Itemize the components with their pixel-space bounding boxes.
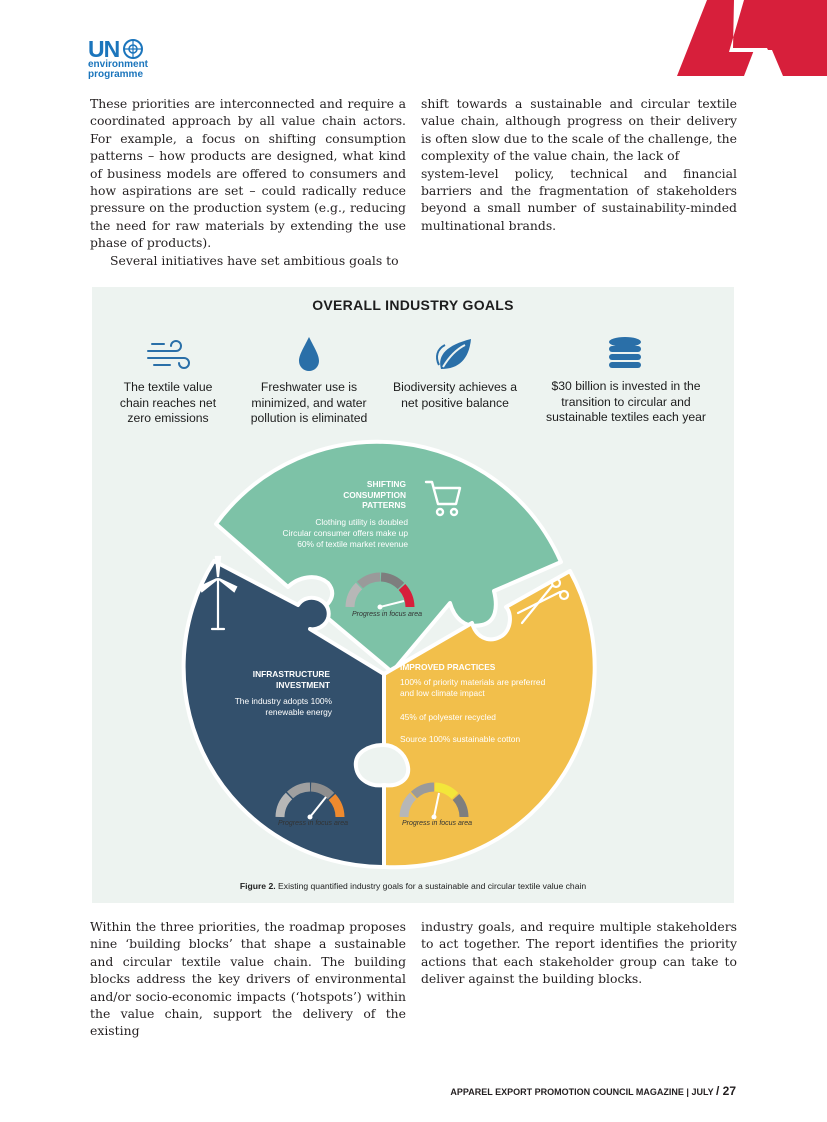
- infrastructure-goals: [208, 696, 332, 718]
- footer-text: APPAREL EXPORT PROMOTION COUNCIL MAGAZINE | JULY: [450, 1087, 716, 1097]
- goal-line: and low climate impact: [400, 688, 485, 698]
- un-environment-logo: [88, 38, 158, 82]
- goal-line: Source 100% sustainable cotton: [400, 734, 521, 744]
- goal-line: 100% of priority materials are preferred: [400, 677, 546, 687]
- un-emblem-icon: [122, 38, 144, 60]
- heading-line: CONSUMPTION: [343, 489, 406, 500]
- practices-progress-label: Progress in focus area: [401, 820, 473, 827]
- paragraph: Within the three priorities, the roadmap proposes nine ‘building blocks’ that shape a sustainable and circular textile value chain. The building blocks address the key drivers of environmental and/or socio-economic impacts (‘hotspots’) within the value chain, support the delivery of the existing: [90, 919, 406, 1039]
- page-footer: [450, 1084, 736, 1098]
- consumption-heading: [312, 479, 406, 511]
- paragraph: These priorities are interconnected and require a coordinated approach by all value chain actors. For example, a focus on shifting consumption patterns – how products are designed, what kind of business models are offered to consumers and how aspirations are set – could radically reduce pressure on the production system (e.g., reducing the need for raw materials by extending the use phase of products).: [90, 96, 406, 251]
- goal-line: renewable energy: [265, 707, 332, 717]
- infrastructure-heading: [232, 669, 330, 690]
- consumption-progress-label: Progress in focus area: [351, 611, 423, 618]
- puzzle-pie-diagram: [92, 287, 734, 903]
- heading-line: SHIFTING: [366, 479, 406, 489]
- corner-letter-a-graphic: [677, 0, 827, 76]
- heading-line: INVESTMENT: [276, 679, 330, 690]
- consumption-goals: [242, 517, 408, 550]
- industry-goals-figure: [92, 287, 734, 903]
- logo-main-text: UN: [88, 36, 120, 62]
- goal-line: 60% of textile market revenue: [297, 539, 408, 549]
- figure-caption: [92, 881, 734, 891]
- caption-label: Figure 2.: [239, 881, 276, 891]
- goal-freshwater: Freshwater use is minimized, and water pollution is eliminated: [250, 380, 368, 426]
- top-left-column: [90, 95, 406, 269]
- bottom-left-column: [90, 918, 406, 1040]
- practices-goals: [400, 677, 590, 745]
- logo-line2: programme: [88, 69, 144, 80]
- bottom-right-column: [421, 918, 737, 988]
- goal-line: Clothing utility is doubled: [315, 517, 408, 527]
- page-number: / 27: [715, 1084, 736, 1098]
- goal-line: The industry adopts 100%: [234, 696, 332, 706]
- goal-line: Circular consumer offers make up: [282, 528, 408, 538]
- paragraph: system-level policy, technical and financial barriers and the fragmentation of stakeholders beyond a small number of sustainability-minded multinational brands.: [421, 165, 737, 233]
- goal-emissions: The textile value chain reaches net zero emissions: [119, 380, 217, 426]
- paragraph: Several initiatives have set ambitious goals to: [110, 252, 399, 268]
- paragraph: shift towards a sustainable and circular textile value chain, although progress on their delivery is often slow due to the scale of the challenge, the complexity of the value chain, the lack of: [421, 96, 737, 164]
- caption-text: Existing quantified industry goals for a sustainable and circular textile value chain: [275, 881, 587, 891]
- heading-line: PATTERNS: [362, 500, 406, 510]
- heading-line: INFRASTRUCTURE: [252, 669, 330, 679]
- top-right-column: [421, 95, 737, 234]
- goal-investment: $30 billion is invested in the transition to circular and sustainable textiles each year: [546, 379, 706, 425]
- infrastructure-progress-label: Progress in focus area: [277, 820, 349, 827]
- goal-line: 45% of polyester recycled: [400, 712, 496, 722]
- figure-title: OVERALL INDUSTRY GOALS: [312, 297, 514, 313]
- paragraph: industry goals, and require multiple stakeholders to act together. The report identifies the priority actions that each stakeholder group can take to deliver against the building blocks.: [421, 919, 737, 987]
- goal-biodiversity: Biodiversity achieves a net positive balance: [393, 380, 517, 410]
- practices-heading: IMPROVED PRACTICES: [400, 662, 496, 672]
- logo-line1: environment: [88, 59, 149, 70]
